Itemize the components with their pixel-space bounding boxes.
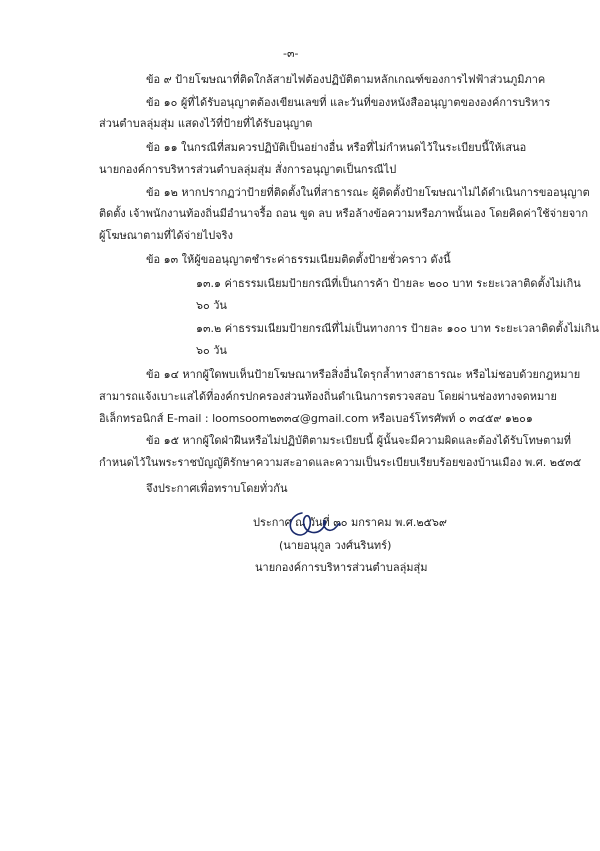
clause-10-line-1: ข้อ ๑๐ ผู้ที่ได้รับอนุญาตต้องเขียนเลขที่ และวันที่ของหนังสืออนุญาตขององค์การบริหาร	[146, 96, 551, 109]
clause-14-line-1: ข้อ ๑๔ หากผู้ใดพบเห็นป้ายโฆษณาหรือสิ่งอื่นใดรุกล้ำทางสาธารณะ หรือไม่ชอบด้วยกฎหมาย	[146, 368, 581, 381]
clause-12-line-3: ผู้โฆษณาตามที่ได้จ่ายไปจริง	[99, 229, 233, 242]
signatory-title: นายกองค์การบริหารส่วนตำบลลุ่มสุ่ม	[255, 561, 428, 574]
page-number: -๓-	[283, 47, 299, 60]
signatory-name: (นายอนุกูล วงศ์นรินทร์)	[279, 539, 392, 552]
clause-11-line-2: นายกองค์การบริหารส่วนตำบลลุ่มสุ่ม สั่งการอนุญาตเป็นกรณีไป	[99, 163, 397, 176]
clause-15-line-2: กำหนดไว้ในพระราชบัญญัติรักษาความสะอาดและความเป็นระเบียบเรียบร้อยของบ้านเมือง พ.ศ. ๒๕๓๕	[99, 456, 582, 469]
clause-13: ข้อ ๑๓ ให้ผู้ขออนุญาตชำระค่าธรรมเนียมติดตั้งป้ายชั่วคราว ดังนี้	[146, 253, 451, 266]
clause-13-2-line-2: ๖๐ วัน	[196, 344, 227, 357]
announcement-closing: จึงประกาศเพื่อทราบโดยทั่วกัน	[146, 482, 288, 495]
clause-14-line-3: อิเล็กทรอนิกส์ E-mail : loomsoom๒๓๓๔@gmail.com หรือเบอร์โทรศัพท์ ๐ ๓๔๕๙ ๑๒๐๑	[99, 412, 533, 425]
clause-11-line-1: ข้อ ๑๑ ในกรณีที่สมควรปฏิบัติเป็นอย่างอื่น หรือที่ไม่กำหนดไว้ในระเบียบนี้ให้เสนอ	[146, 141, 527, 154]
clause-15-line-1: ข้อ ๑๕ หากผู้ใดฝ่าฝืนหรือไม่ปฏิบัติตามระเบียบนี้ ผู้นั้นจะมีความผิดและต้องได้รับโทษตามที่	[146, 434, 571, 447]
clause-14-line-2: สามารถแจ้งเบาะแสได้ที่องค์กรปกครองส่วนท้องถิ่นดำเนินการตรวจสอบ โดยผ่านช่องทางจดหมาย	[99, 390, 557, 403]
clause-10-line-2: ส่วนตำบลลุ่มสุ่ม แสดงไว้ที่ป้ายที่ได้รับอนุญาต	[99, 117, 313, 130]
clause-12-line-1: ข้อ ๑๒ หากปรากฏว่าป้ายที่ติดตั้งในที่สาธารณะ ผู้ติดตั้งป้ายโฆษณาไม่ได้ดำเนินการขออนุญาต	[146, 186, 590, 199]
clause-13-1-line-1: ๑๓.๑ ค่าธรรมเนียมป้ายกรณีที่เป็นการค้า ป้ายละ ๒๐๐ บาท ระยะเวลาติดตั้งไม่เกิน	[196, 277, 581, 290]
signature-image	[282, 507, 362, 543]
announcement-date: ประกาศ ณ วันที่ ๓๐ มกราคม พ.ศ.๒๕๖๙	[253, 516, 447, 529]
clause-13-1-line-2: ๖๐ วัน	[196, 299, 227, 312]
clause-12-line-2: ติดตั้ง เจ้าพนักงานท้องถิ่นมีอำนาจรื้อ ถอน ขูด ลบ หรือล้างข้อความหรือภาพนั้นเอง โดยคิดค่าใช้จ่ายจาก	[99, 207, 589, 220]
clause-13-2-line-1: ๑๓.๒ ค่าธรรมเนียมป้ายกรณีที่ไม่เป็นทางการ ป้ายละ ๑๐๐ บาท ระยะเวลาติดตั้งไม่เกิน	[196, 322, 599, 335]
clause-9: ข้อ ๙ ป้ายโฆษณาที่ติดใกล้สายไฟต้องปฏิบัติตามหลักเกณฑ์ของการไฟฟ้าส่วนภูมิภาค	[146, 73, 546, 86]
